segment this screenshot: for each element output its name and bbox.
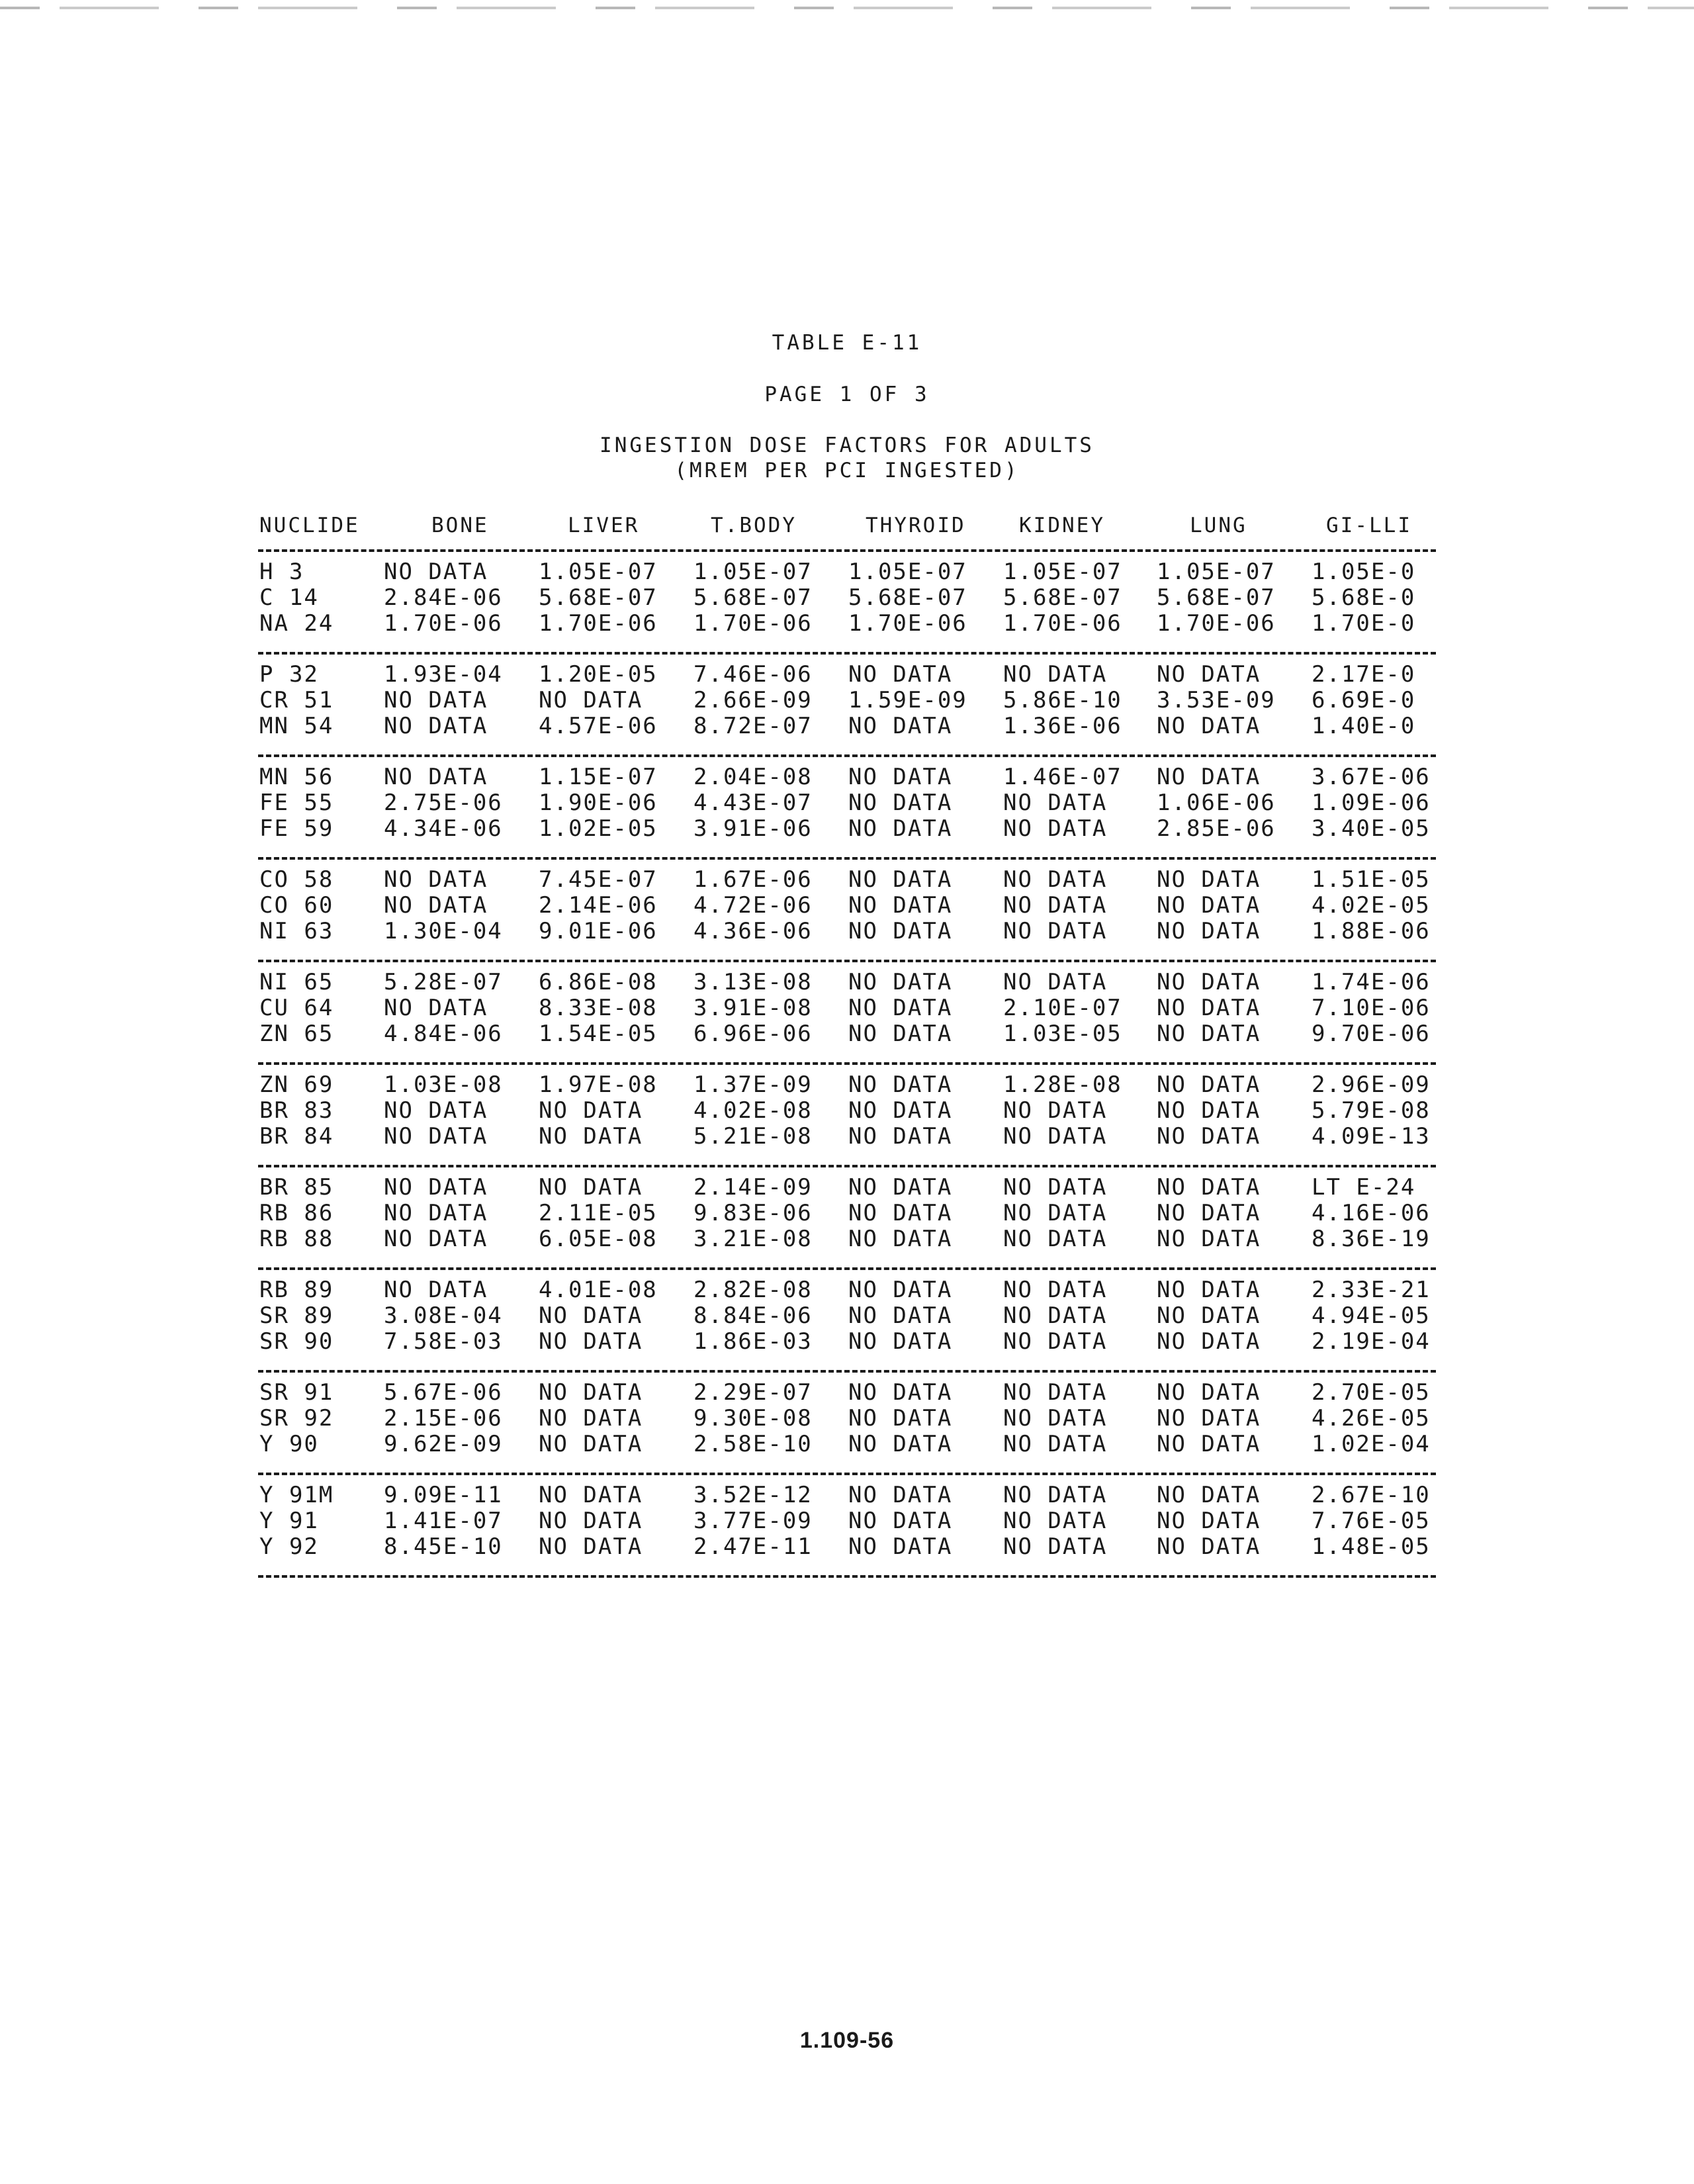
cell-nuclide: MN 56 — [259, 764, 334, 790]
cell-gi-lli: 9.70E-06 — [1312, 1021, 1431, 1047]
table-row — [0, 713, 1694, 739]
cell-kidney: NO DATA — [1003, 1277, 1108, 1303]
cell-bone: 2.84E-06 — [384, 584, 503, 611]
cell-thyroid: NO DATA — [848, 1379, 953, 1406]
table-row — [0, 1174, 1694, 1201]
cell-thyroid: NO DATA — [848, 661, 953, 688]
table-row — [0, 1508, 1694, 1534]
cell-tbody: 1.05E-07 — [693, 559, 813, 585]
cell-lung: NO DATA — [1157, 1123, 1261, 1150]
table-row — [0, 1226, 1694, 1252]
cell-gi-lli: 2.17E-0 — [1312, 661, 1416, 688]
table-heading — [0, 433, 1694, 483]
page-number: 1.109-56 — [799, 2028, 895, 2053]
cell-gi-lli: 1.05E-0 — [1312, 559, 1416, 585]
cell-bone: NO DATA — [384, 1277, 488, 1303]
cell-thyroid: NO DATA — [848, 1226, 953, 1252]
cell-bone: 1.41E-07 — [384, 1508, 503, 1534]
cell-liver: 7.45E-07 — [539, 866, 658, 893]
cell-liver: 1.97E-08 — [539, 1071, 658, 1098]
cell-bone: NO DATA — [384, 713, 488, 739]
table-row — [0, 1302, 1694, 1329]
cell-tbody: 4.36E-06 — [693, 918, 813, 944]
table-row — [0, 584, 1694, 611]
column-header-lung: LUNG — [1190, 514, 1247, 537]
cell-nuclide: SR 89 — [259, 1302, 334, 1329]
cell-liver: NO DATA — [539, 1302, 643, 1329]
cell-lung: NO DATA — [1157, 1226, 1261, 1252]
cell-kidney: NO DATA — [1003, 1379, 1108, 1406]
cell-tbody: 1.37E-09 — [693, 1071, 813, 1098]
table-row — [0, 1277, 1694, 1303]
table-divider — [258, 1575, 1436, 1578]
cell-kidney: NO DATA — [1003, 892, 1108, 919]
cell-thyroid: NO DATA — [848, 1277, 953, 1303]
cell-tbody: 1.86E-03 — [693, 1328, 813, 1355]
cell-tbody: 3.21E-08 — [693, 1226, 813, 1252]
cell-kidney: NO DATA — [1003, 790, 1108, 816]
cell-lung: 1.70E-06 — [1157, 610, 1276, 637]
cell-kidney: NO DATA — [1003, 1123, 1108, 1150]
table-row — [0, 790, 1694, 816]
cell-lung: NO DATA — [1157, 1277, 1261, 1303]
cell-lung: 3.53E-09 — [1157, 687, 1276, 713]
cell-tbody: 3.91E-06 — [693, 815, 813, 842]
table-row — [0, 1482, 1694, 1508]
cell-liver: 6.86E-08 — [539, 969, 658, 995]
cell-tbody: 2.04E-08 — [693, 764, 813, 790]
cell-nuclide: CR 51 — [259, 687, 334, 713]
cell-bone: 5.28E-07 — [384, 969, 503, 995]
table-row — [0, 815, 1694, 842]
table-row — [0, 1328, 1694, 1355]
page-indicator: PAGE 1 OF 3 — [764, 383, 930, 406]
table-row — [0, 610, 1694, 637]
cell-nuclide: C 14 — [259, 584, 319, 611]
cell-kidney: 1.36E-06 — [1003, 713, 1122, 739]
cell-kidney: NO DATA — [1003, 1097, 1108, 1124]
cell-tbody: 2.58E-10 — [693, 1431, 813, 1457]
cell-thyroid: NO DATA — [848, 713, 953, 739]
cell-bone: 3.08E-04 — [384, 1302, 503, 1329]
cell-thyroid: 5.68E-07 — [848, 584, 967, 611]
table-row — [0, 1097, 1694, 1124]
table-heading-line-1: INGESTION DOSE FACTORS FOR ADULTS — [600, 433, 1094, 457]
column-header-liver: LIVER — [568, 514, 640, 537]
cell-gi-lli: 2.19E-04 — [1312, 1328, 1431, 1355]
cell-tbody: 2.82E-08 — [693, 1277, 813, 1303]
cell-bone: 2.15E-06 — [384, 1405, 503, 1432]
table-divider — [258, 549, 1436, 552]
cell-gi-lli: 1.40E-0 — [1312, 713, 1416, 739]
cell-gi-lli: 1.02E-04 — [1312, 1431, 1431, 1457]
cell-kidney: NO DATA — [1003, 1174, 1108, 1201]
table-row — [0, 1071, 1694, 1098]
cell-liver: 1.70E-06 — [539, 610, 658, 637]
column-header-nuclide: NUCLIDE — [259, 514, 360, 537]
cell-tbody: 5.21E-08 — [693, 1123, 813, 1150]
cell-lung: NO DATA — [1157, 918, 1261, 944]
cell-liver: 8.33E-08 — [539, 995, 658, 1021]
table-divider — [258, 652, 1436, 655]
cell-lung: NO DATA — [1157, 1379, 1261, 1406]
cell-thyroid: 1.05E-07 — [848, 559, 967, 585]
cell-nuclide: ZN 69 — [259, 1071, 334, 1098]
table-row — [0, 892, 1694, 919]
cell-gi-lli: 4.26E-05 — [1312, 1405, 1431, 1432]
cell-liver: NO DATA — [539, 1123, 643, 1150]
cell-kidney: NO DATA — [1003, 1482, 1108, 1508]
cell-lung: NO DATA — [1157, 866, 1261, 893]
cell-nuclide: CO 58 — [259, 866, 334, 893]
cell-lung: 1.05E-07 — [1157, 559, 1276, 585]
cell-bone: 8.45E-10 — [384, 1533, 503, 1560]
cell-nuclide: P 32 — [259, 661, 319, 688]
cell-nuclide: ZN 65 — [259, 1021, 334, 1047]
cell-thyroid: NO DATA — [848, 866, 953, 893]
cell-gi-lli: 1.51E-05 — [1312, 866, 1431, 893]
cell-nuclide: BR 83 — [259, 1097, 334, 1124]
cell-gi-lli: 2.67E-10 — [1312, 1482, 1431, 1508]
cell-tbody: 1.67E-06 — [693, 866, 813, 893]
cell-thyroid: NO DATA — [848, 995, 953, 1021]
cell-bone: 4.34E-06 — [384, 815, 503, 842]
cell-thyroid: 1.59E-09 — [848, 687, 967, 713]
cell-lung: NO DATA — [1157, 1533, 1261, 1560]
cell-gi-lli: 5.68E-0 — [1312, 584, 1416, 611]
cell-lung: 1.06E-06 — [1157, 790, 1276, 816]
table-row — [0, 1405, 1694, 1432]
cell-liver: 1.90E-06 — [539, 790, 658, 816]
cell-liver: 4.01E-08 — [539, 1277, 658, 1303]
table-row — [0, 687, 1694, 713]
cell-nuclide: CO 60 — [259, 892, 334, 919]
table-title: TABLE E-11 — [772, 331, 922, 355]
cell-tbody: 1.70E-06 — [693, 610, 813, 637]
cell-nuclide: NI 63 — [259, 918, 334, 944]
cell-thyroid: NO DATA — [848, 1174, 953, 1201]
cell-gi-lli: 1.88E-06 — [1312, 918, 1431, 944]
cell-nuclide: BR 84 — [259, 1123, 334, 1150]
cell-bone: NO DATA — [384, 559, 488, 585]
cell-kidney: NO DATA — [1003, 1431, 1108, 1457]
cell-gi-lli: 7.10E-06 — [1312, 995, 1431, 1021]
cell-liver: 1.54E-05 — [539, 1021, 658, 1047]
cell-nuclide: SR 90 — [259, 1328, 334, 1355]
cell-tbody: 9.30E-08 — [693, 1405, 813, 1432]
table-divider — [258, 960, 1436, 962]
cell-nuclide: FE 55 — [259, 790, 334, 816]
cell-lung: NO DATA — [1157, 1174, 1261, 1201]
cell-gi-lli: 8.36E-19 — [1312, 1226, 1431, 1252]
table-row — [0, 559, 1694, 585]
cell-nuclide: SR 92 — [259, 1405, 334, 1432]
cell-bone: 1.70E-06 — [384, 610, 503, 637]
cell-tbody: 3.91E-08 — [693, 995, 813, 1021]
table-divider — [258, 754, 1436, 757]
cell-bone: 1.93E-04 — [384, 661, 503, 688]
table-header-row — [0, 514, 1694, 540]
cell-lung: NO DATA — [1157, 969, 1261, 995]
cell-tbody: 9.83E-06 — [693, 1200, 813, 1226]
cell-bone: NO DATA — [384, 892, 488, 919]
table-divider — [258, 1473, 1436, 1475]
table-row — [0, 995, 1694, 1021]
cell-tbody: 3.52E-12 — [693, 1482, 813, 1508]
cell-liver: 5.68E-07 — [539, 584, 658, 611]
column-header-tbody: T.BODY — [711, 514, 797, 537]
cell-liver: 1.02E-05 — [539, 815, 658, 842]
cell-gi-lli: 3.67E-06 — [1312, 764, 1431, 790]
cell-bone: NO DATA — [384, 687, 488, 713]
cell-bone: NO DATA — [384, 764, 488, 790]
cell-bone: NO DATA — [384, 1174, 488, 1201]
cell-thyroid: NO DATA — [848, 969, 953, 995]
cell-tbody: 7.46E-06 — [693, 661, 813, 688]
cell-thyroid: NO DATA — [848, 1431, 953, 1457]
cell-nuclide: SR 91 — [259, 1379, 334, 1406]
cell-kidney: NO DATA — [1003, 1328, 1108, 1355]
cell-lung: NO DATA — [1157, 1200, 1261, 1226]
cell-tbody: 8.84E-06 — [693, 1302, 813, 1329]
table-row — [0, 969, 1694, 995]
cell-kidney: 5.86E-10 — [1003, 687, 1122, 713]
cell-tbody: 6.96E-06 — [693, 1021, 813, 1047]
cell-bone: 7.58E-03 — [384, 1328, 503, 1355]
cell-thyroid: NO DATA — [848, 1508, 953, 1534]
cell-thyroid: NO DATA — [848, 1123, 953, 1150]
cell-lung: NO DATA — [1157, 1405, 1261, 1432]
cell-kidney: 1.05E-07 — [1003, 559, 1122, 585]
cell-thyroid: NO DATA — [848, 1021, 953, 1047]
cell-tbody: 3.77E-09 — [693, 1508, 813, 1534]
table-row — [0, 1379, 1694, 1406]
cell-bone: 9.62E-09 — [384, 1431, 503, 1457]
cell-kidney: NO DATA — [1003, 918, 1108, 944]
table-divider — [258, 1267, 1436, 1270]
column-header-kidney: KIDNEY — [1019, 514, 1105, 537]
cell-kidney: NO DATA — [1003, 1405, 1108, 1432]
cell-gi-lli: 4.02E-05 — [1312, 892, 1431, 919]
cell-liver: NO DATA — [539, 1508, 643, 1534]
cell-thyroid: NO DATA — [848, 764, 953, 790]
cell-gi-lli: LT E-24 — [1312, 1174, 1416, 1201]
cell-gi-lli: 2.70E-05 — [1312, 1379, 1431, 1406]
cell-liver: 1.05E-07 — [539, 559, 658, 585]
cell-thyroid: NO DATA — [848, 1405, 953, 1432]
cell-bone: 9.09E-11 — [384, 1482, 503, 1508]
cell-kidney: NO DATA — [1003, 866, 1108, 893]
table-row — [0, 1123, 1694, 1150]
cell-bone: NO DATA — [384, 1226, 488, 1252]
cell-liver: NO DATA — [539, 1482, 643, 1508]
cell-lung: NO DATA — [1157, 1508, 1261, 1534]
column-header-gi-lli: GI-LLI — [1326, 514, 1412, 537]
cell-nuclide: RB 86 — [259, 1200, 334, 1226]
cell-kidney: 1.70E-06 — [1003, 610, 1122, 637]
cell-thyroid: NO DATA — [848, 1482, 953, 1508]
cell-kidney: NO DATA — [1003, 1226, 1108, 1252]
table-row — [0, 1431, 1694, 1457]
table-row — [0, 764, 1694, 790]
cell-thyroid: NO DATA — [848, 1097, 953, 1124]
cell-gi-lli: 1.48E-05 — [1312, 1533, 1431, 1560]
table-divider — [258, 1062, 1436, 1065]
cell-lung: NO DATA — [1157, 1431, 1261, 1457]
cell-tbody: 2.47E-11 — [693, 1533, 813, 1560]
cell-kidney: 1.28E-08 — [1003, 1071, 1122, 1098]
cell-lung: NO DATA — [1157, 995, 1261, 1021]
cell-liver: NO DATA — [539, 1174, 643, 1201]
cell-gi-lli: 1.70E-0 — [1312, 610, 1416, 637]
cell-nuclide: Y 90 — [259, 1431, 319, 1457]
cell-thyroid: NO DATA — [848, 1533, 953, 1560]
table-row — [0, 1533, 1694, 1560]
cell-liver: 1.15E-07 — [539, 764, 658, 790]
cell-kidney: 2.10E-07 — [1003, 995, 1122, 1021]
column-header-thyroid: THYROID — [866, 514, 966, 537]
table-row — [0, 1021, 1694, 1047]
cell-liver: 4.57E-06 — [539, 713, 658, 739]
cell-liver: NO DATA — [539, 1097, 643, 1124]
cell-lung: NO DATA — [1157, 1482, 1261, 1508]
cell-gi-lli: 4.94E-05 — [1312, 1302, 1431, 1329]
cell-kidney: NO DATA — [1003, 1302, 1108, 1329]
cell-liver: 6.05E-08 — [539, 1226, 658, 1252]
cell-nuclide: Y 91 — [259, 1508, 319, 1534]
cell-lung: NO DATA — [1157, 1097, 1261, 1124]
cell-nuclide: RB 88 — [259, 1226, 334, 1252]
cell-nuclide: NI 65 — [259, 969, 334, 995]
table-row — [0, 918, 1694, 944]
cell-tbody: 2.14E-09 — [693, 1174, 813, 1201]
cell-gi-lli: 2.33E-21 — [1312, 1277, 1431, 1303]
cell-tbody: 5.68E-07 — [693, 584, 813, 611]
cell-gi-lli: 1.74E-06 — [1312, 969, 1431, 995]
cell-lung: NO DATA — [1157, 892, 1261, 919]
cell-thyroid: NO DATA — [848, 1328, 953, 1355]
scan-edge-artifact — [0, 7, 1694, 9]
cell-kidney: 1.03E-05 — [1003, 1021, 1122, 1047]
cell-bone: NO DATA — [384, 995, 488, 1021]
cell-liver: NO DATA — [539, 1405, 643, 1432]
cell-bone: 1.03E-08 — [384, 1071, 503, 1098]
table-heading-line-2: (MREM PER PCI INGESTED) — [674, 459, 1020, 482]
cell-kidney: NO DATA — [1003, 661, 1108, 688]
cell-thyroid: NO DATA — [848, 1200, 953, 1226]
table-divider — [258, 1165, 1436, 1167]
cell-kidney: NO DATA — [1003, 1533, 1108, 1560]
cell-bone: 1.30E-04 — [384, 918, 503, 944]
cell-kidney: NO DATA — [1003, 815, 1108, 842]
cell-liver: 1.20E-05 — [539, 661, 658, 688]
cell-gi-lli: 4.16E-06 — [1312, 1200, 1431, 1226]
cell-gi-lli: 5.79E-08 — [1312, 1097, 1431, 1124]
cell-thyroid: NO DATA — [848, 1071, 953, 1098]
cell-liver: NO DATA — [539, 687, 643, 713]
cell-bone: NO DATA — [384, 866, 488, 893]
cell-kidney: NO DATA — [1003, 1200, 1108, 1226]
cell-kidney: 5.68E-07 — [1003, 584, 1122, 611]
table-divider — [258, 1370, 1436, 1373]
cell-thyroid: NO DATA — [848, 815, 953, 842]
cell-nuclide: H 3 — [259, 559, 304, 585]
cell-bone: 5.67E-06 — [384, 1379, 503, 1406]
cell-tbody: 2.66E-09 — [693, 687, 813, 713]
cell-thyroid: NO DATA — [848, 1302, 953, 1329]
cell-nuclide: CU 64 — [259, 995, 334, 1021]
cell-thyroid: NO DATA — [848, 918, 953, 944]
cell-kidney: 1.46E-07 — [1003, 764, 1122, 790]
table-divider — [258, 857, 1436, 860]
cell-lung: NO DATA — [1157, 713, 1261, 739]
cell-lung: NO DATA — [1157, 1328, 1261, 1355]
table-row — [0, 1200, 1694, 1226]
cell-bone: NO DATA — [384, 1200, 488, 1226]
cell-tbody: 4.72E-06 — [693, 892, 813, 919]
cell-bone: NO DATA — [384, 1097, 488, 1124]
cell-nuclide: NA 24 — [259, 610, 334, 637]
cell-tbody: 2.29E-07 — [693, 1379, 813, 1406]
table-row — [0, 866, 1694, 893]
cell-liver: 9.01E-06 — [539, 918, 658, 944]
cell-nuclide: BR 85 — [259, 1174, 334, 1201]
column-header-bone: BONE — [431, 514, 489, 537]
cell-bone: NO DATA — [384, 1123, 488, 1150]
cell-liver: NO DATA — [539, 1379, 643, 1406]
cell-liver: NO DATA — [539, 1431, 643, 1457]
cell-tbody: 3.13E-08 — [693, 969, 813, 995]
cell-nuclide: RB 89 — [259, 1277, 334, 1303]
cell-lung: 5.68E-07 — [1157, 584, 1276, 611]
cell-lung: NO DATA — [1157, 1021, 1261, 1047]
cell-lung: NO DATA — [1157, 661, 1261, 688]
cell-kidney: NO DATA — [1003, 969, 1108, 995]
cell-nuclide: Y 91M — [259, 1482, 334, 1508]
cell-gi-lli: 1.09E-06 — [1312, 790, 1431, 816]
cell-gi-lli: 4.09E-13 — [1312, 1123, 1431, 1150]
cell-gi-lli: 7.76E-05 — [1312, 1508, 1431, 1534]
cell-lung: NO DATA — [1157, 1071, 1261, 1098]
cell-gi-lli: 3.40E-05 — [1312, 815, 1431, 842]
cell-gi-lli: 2.96E-09 — [1312, 1071, 1431, 1098]
cell-thyroid: NO DATA — [848, 892, 953, 919]
cell-nuclide: MN 54 — [259, 713, 334, 739]
table-row — [0, 661, 1694, 688]
cell-bone: 4.84E-06 — [384, 1021, 503, 1047]
cell-bone: 2.75E-06 — [384, 790, 503, 816]
cell-lung: NO DATA — [1157, 764, 1261, 790]
cell-thyroid: 1.70E-06 — [848, 610, 967, 637]
cell-liver: 2.14E-06 — [539, 892, 658, 919]
cell-gi-lli: 6.69E-0 — [1312, 687, 1416, 713]
cell-thyroid: NO DATA — [848, 790, 953, 816]
cell-tbody: 4.02E-08 — [693, 1097, 813, 1124]
cell-lung: NO DATA — [1157, 1302, 1261, 1329]
cell-liver: NO DATA — [539, 1533, 643, 1560]
cell-liver: NO DATA — [539, 1328, 643, 1355]
cell-nuclide: Y 92 — [259, 1533, 319, 1560]
cell-tbody: 4.43E-07 — [693, 790, 813, 816]
cell-nuclide: FE 59 — [259, 815, 334, 842]
cell-lung: 2.85E-06 — [1157, 815, 1276, 842]
cell-tbody: 8.72E-07 — [693, 713, 813, 739]
cell-kidney: NO DATA — [1003, 1508, 1108, 1534]
cell-liver: 2.11E-05 — [539, 1200, 658, 1226]
